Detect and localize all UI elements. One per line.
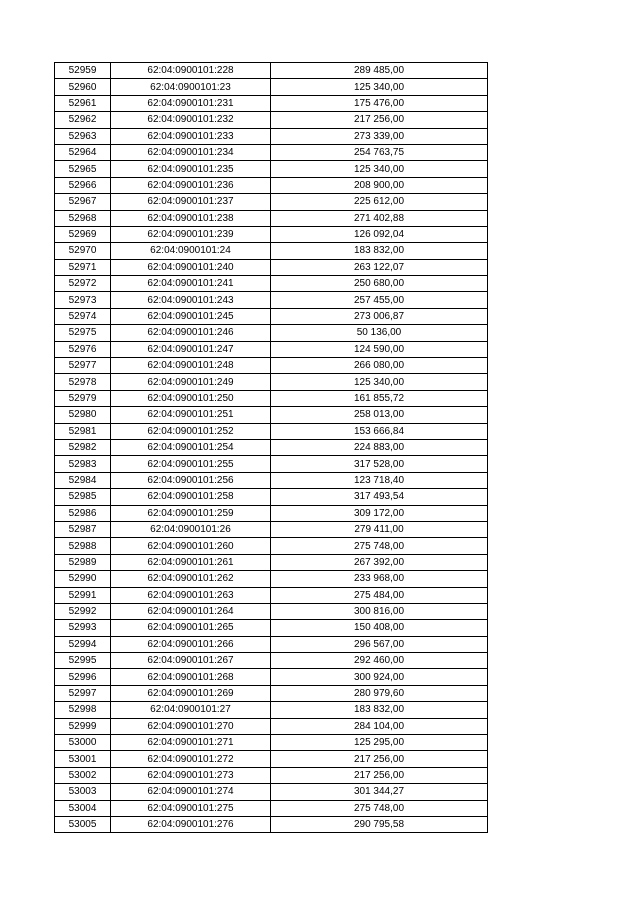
table-row	[55, 194, 488, 210]
cadastral-number-cell: 62:04:0900101:235	[111, 161, 271, 177]
row-number-cell: 52982	[55, 439, 111, 455]
cadastral-number-cell: 62:04:0900101:275	[111, 800, 271, 816]
cadastral-number-cell: 62:04:0900101:270	[111, 718, 271, 734]
table-row	[55, 816, 488, 832]
cadastral-value-cell: 266 080,00	[271, 358, 488, 374]
table-row	[55, 554, 488, 570]
cadastral-number-cell: 62:04:0900101:271	[111, 735, 271, 751]
cadastral-number-cell: 62:04:0900101:232	[111, 112, 271, 128]
cadastral-number-cell: 62:04:0900101:263	[111, 587, 271, 603]
table-row	[55, 521, 488, 537]
table-row	[55, 800, 488, 816]
cadastral-number-cell: 62:04:0900101:228	[111, 63, 271, 79]
table-row	[55, 751, 488, 767]
table-row	[55, 439, 488, 455]
table-row	[55, 308, 488, 324]
cadastral-number-cell: 62:04:0900101:266	[111, 636, 271, 652]
table-row	[55, 767, 488, 783]
cadastral-number-cell: 62:04:0900101:267	[111, 653, 271, 669]
table-row	[55, 226, 488, 242]
table-row	[55, 390, 488, 406]
table-row	[55, 587, 488, 603]
table-row	[55, 456, 488, 472]
cadastral-number-cell: 62:04:0900101:249	[111, 374, 271, 390]
row-number-cell: 52993	[55, 620, 111, 636]
cadastral-value-cell: 258 013,00	[271, 407, 488, 423]
row-number-cell: 52966	[55, 177, 111, 193]
cadastral-value-cell: 279 411,00	[271, 521, 488, 537]
cadastral-value-cell: 126 092,04	[271, 226, 488, 242]
row-number-cell: 52979	[55, 390, 111, 406]
row-number-cell: 52994	[55, 636, 111, 652]
row-number-cell: 53000	[55, 735, 111, 751]
table-row	[55, 620, 488, 636]
cadastral-number-cell: 62:04:0900101:256	[111, 472, 271, 488]
cadastral-value-cell: 275 748,00	[271, 538, 488, 554]
cadastral-value-cell: 284 104,00	[271, 718, 488, 734]
row-number-cell: 52969	[55, 226, 111, 242]
row-number-cell: 52988	[55, 538, 111, 554]
row-number-cell: 52974	[55, 308, 111, 324]
cadastral-value-cell: 183 832,00	[271, 243, 488, 259]
table-row	[55, 505, 488, 521]
table-row	[55, 210, 488, 226]
cadastral-number-cell: 62:04:0900101:245	[111, 308, 271, 324]
row-number-cell: 52995	[55, 653, 111, 669]
cadastral-number-cell: 62:04:0900101:265	[111, 620, 271, 636]
row-number-cell: 53005	[55, 816, 111, 832]
table-row	[55, 571, 488, 587]
row-number-cell: 52964	[55, 144, 111, 160]
table-body	[55, 63, 488, 833]
table-row	[55, 735, 488, 751]
cadastral-value-cell: 123 718,40	[271, 472, 488, 488]
cadastral-value-cell: 317 528,00	[271, 456, 488, 472]
cadastral-value-cell: 225 612,00	[271, 194, 488, 210]
row-number-cell: 53002	[55, 767, 111, 783]
cadastral-number-cell: 62:04:0900101:262	[111, 571, 271, 587]
cadastral-value-cell: 250 680,00	[271, 276, 488, 292]
row-number-cell: 52999	[55, 718, 111, 734]
cadastral-value-cell: 208 900,00	[271, 177, 488, 193]
row-number-cell: 52963	[55, 128, 111, 144]
row-number-cell: 52977	[55, 358, 111, 374]
cadastral-value-cell: 300 816,00	[271, 603, 488, 619]
cadastral-number-cell: 62:04:0900101:26	[111, 521, 271, 537]
row-number-cell: 52998	[55, 702, 111, 718]
cadastral-value-cell: 217 256,00	[271, 751, 488, 767]
table-row	[55, 292, 488, 308]
cadastral-value-cell: 275 748,00	[271, 800, 488, 816]
table-row	[55, 259, 488, 275]
cadastral-value-cell: 125 340,00	[271, 374, 488, 390]
cadastral-number-cell: 62:04:0900101:248	[111, 358, 271, 374]
cadastral-value-cell: 224 883,00	[271, 439, 488, 455]
cadastral-value-cell: 275 484,00	[271, 587, 488, 603]
row-number-cell: 52961	[55, 95, 111, 111]
cadastral-number-cell: 62:04:0900101:251	[111, 407, 271, 423]
row-number-cell: 52973	[55, 292, 111, 308]
cadastral-value-cell: 317 493,54	[271, 489, 488, 505]
cadastral-value-cell: 217 256,00	[271, 767, 488, 783]
row-number-cell: 53001	[55, 751, 111, 767]
cadastral-value-cell: 271 402,88	[271, 210, 488, 226]
cadastral-number-cell: 62:04:0900101:259	[111, 505, 271, 521]
row-number-cell: 52968	[55, 210, 111, 226]
cadastral-number-cell: 62:04:0900101:250	[111, 390, 271, 406]
cadastral-number-cell: 62:04:0900101:240	[111, 259, 271, 275]
table-row	[55, 784, 488, 800]
cadastral-number-cell: 62:04:0900101:269	[111, 685, 271, 701]
table-row	[55, 374, 488, 390]
row-number-cell: 52981	[55, 423, 111, 439]
row-number-cell: 52989	[55, 554, 111, 570]
table-row	[55, 358, 488, 374]
cadastral-value-cell: 289 485,00	[271, 63, 488, 79]
row-number-cell: 52972	[55, 276, 111, 292]
row-number-cell: 53004	[55, 800, 111, 816]
row-number-cell: 52986	[55, 505, 111, 521]
table-row	[55, 407, 488, 423]
table-row	[55, 243, 488, 259]
table-row	[55, 669, 488, 685]
table-row	[55, 161, 488, 177]
row-number-cell: 52991	[55, 587, 111, 603]
table-row	[55, 685, 488, 701]
row-number-cell: 53003	[55, 784, 111, 800]
cadastral-value-cell: 125 340,00	[271, 79, 488, 95]
cadastral-number-cell: 62:04:0900101:23	[111, 79, 271, 95]
row-number-cell: 52976	[55, 341, 111, 357]
cadastral-value-cell: 175 476,00	[271, 95, 488, 111]
cadastral-number-cell: 62:04:0900101:258	[111, 489, 271, 505]
table-row	[55, 112, 488, 128]
row-number-cell: 52971	[55, 259, 111, 275]
cadastral-value-cell: 280 979,60	[271, 685, 488, 701]
table-row	[55, 603, 488, 619]
row-number-cell: 52970	[55, 243, 111, 259]
cadastral-number-cell: 62:04:0900101:260	[111, 538, 271, 554]
row-number-cell: 52978	[55, 374, 111, 390]
cadastral-number-cell: 62:04:0900101:254	[111, 439, 271, 455]
table-row	[55, 653, 488, 669]
table-row	[55, 423, 488, 439]
row-number-cell: 52997	[55, 685, 111, 701]
cadastral-value-cell: 267 392,00	[271, 554, 488, 570]
cadastral-value-table	[54, 62, 488, 833]
table-row	[55, 95, 488, 111]
cadastral-value-cell: 292 460,00	[271, 653, 488, 669]
cadastral-number-cell: 62:04:0900101:246	[111, 325, 271, 341]
row-number-cell: 52965	[55, 161, 111, 177]
cadastral-value-cell: 150 408,00	[271, 620, 488, 636]
row-number-cell: 52975	[55, 325, 111, 341]
table-row	[55, 63, 488, 79]
cadastral-number-cell: 62:04:0900101:241	[111, 276, 271, 292]
cadastral-value-cell: 125 340,00	[271, 161, 488, 177]
cadastral-number-cell: 62:04:0900101:264	[111, 603, 271, 619]
row-number-cell: 52980	[55, 407, 111, 423]
cadastral-value-cell: 124 590,00	[271, 341, 488, 357]
cadastral-value-cell: 296 567,00	[271, 636, 488, 652]
table-row	[55, 538, 488, 554]
cadastral-value-cell: 273 339,00	[271, 128, 488, 144]
table-row	[55, 341, 488, 357]
cadastral-value-cell: 273 006,87	[271, 308, 488, 324]
table-row	[55, 489, 488, 505]
row-number-cell: 52959	[55, 63, 111, 79]
cadastral-number-cell: 62:04:0900101:238	[111, 210, 271, 226]
cadastral-number-cell: 62:04:0900101:239	[111, 226, 271, 242]
cadastral-value-cell: 183 832,00	[271, 702, 488, 718]
cadastral-value-cell: 50 136,00	[271, 325, 488, 341]
cadastral-number-cell: 62:04:0900101:27	[111, 702, 271, 718]
cadastral-number-cell: 62:04:0900101:24	[111, 243, 271, 259]
row-number-cell: 52985	[55, 489, 111, 505]
cadastral-value-cell: 153 666,84	[271, 423, 488, 439]
row-number-cell: 52987	[55, 521, 111, 537]
cadastral-value-cell: 125 295,00	[271, 735, 488, 751]
cadastral-number-cell: 62:04:0900101:247	[111, 341, 271, 357]
table-row	[55, 128, 488, 144]
cadastral-number-cell: 62:04:0900101:252	[111, 423, 271, 439]
row-number-cell: 52984	[55, 472, 111, 488]
cadastral-value-cell: 257 455,00	[271, 292, 488, 308]
cadastral-number-cell: 62:04:0900101:274	[111, 784, 271, 800]
cadastral-number-cell: 62:04:0900101:268	[111, 669, 271, 685]
cadastral-number-cell: 62:04:0900101:234	[111, 144, 271, 160]
table-row	[55, 79, 488, 95]
table-row	[55, 472, 488, 488]
table-row	[55, 702, 488, 718]
cadastral-value-cell: 290 795,58	[271, 816, 488, 832]
cadastral-value-cell: 301 344,27	[271, 784, 488, 800]
table-row	[55, 325, 488, 341]
cadastral-number-cell: 62:04:0900101:261	[111, 554, 271, 570]
cadastral-number-cell: 62:04:0900101:272	[111, 751, 271, 767]
row-number-cell: 52990	[55, 571, 111, 587]
cadastral-value-cell: 233 968,00	[271, 571, 488, 587]
cadastral-value-cell: 217 256,00	[271, 112, 488, 128]
cadastral-value-cell: 263 122,07	[271, 259, 488, 275]
cadastral-number-cell: 62:04:0900101:237	[111, 194, 271, 210]
cadastral-number-cell: 62:04:0900101:255	[111, 456, 271, 472]
cadastral-number-cell: 62:04:0900101:243	[111, 292, 271, 308]
row-number-cell: 52960	[55, 79, 111, 95]
cadastral-number-cell: 62:04:0900101:273	[111, 767, 271, 783]
cadastral-value-cell: 254 763,75	[271, 144, 488, 160]
cadastral-value-cell: 309 172,00	[271, 505, 488, 521]
row-number-cell: 52983	[55, 456, 111, 472]
table-row	[55, 144, 488, 160]
table-row	[55, 636, 488, 652]
row-number-cell: 52967	[55, 194, 111, 210]
cadastral-value-cell: 300 924,00	[271, 669, 488, 685]
row-number-cell: 52992	[55, 603, 111, 619]
cadastral-number-cell: 62:04:0900101:231	[111, 95, 271, 111]
table-row	[55, 276, 488, 292]
cadastral-value-cell: 161 855,72	[271, 390, 488, 406]
table-row	[55, 177, 488, 193]
row-number-cell: 52962	[55, 112, 111, 128]
table-row	[55, 718, 488, 734]
cadastral-number-cell: 62:04:0900101:233	[111, 128, 271, 144]
row-number-cell: 52996	[55, 669, 111, 685]
cadastral-number-cell: 62:04:0900101:236	[111, 177, 271, 193]
cadastral-number-cell: 62:04:0900101:276	[111, 816, 271, 832]
